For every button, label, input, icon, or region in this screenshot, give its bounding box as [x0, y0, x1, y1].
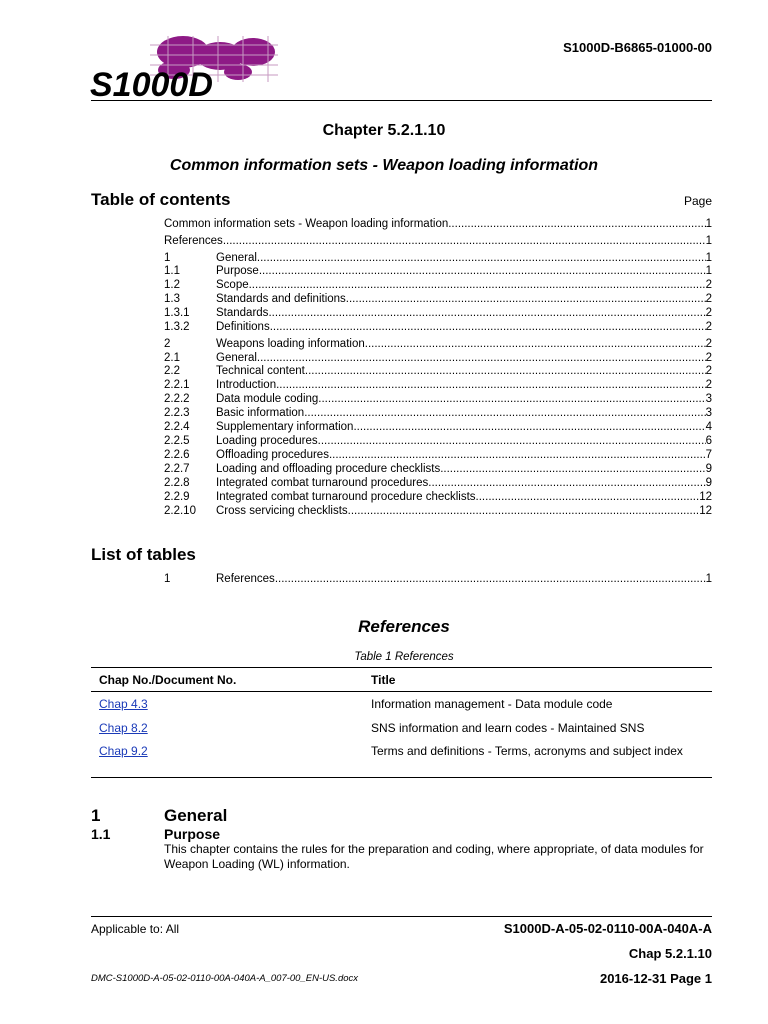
section-number: 1	[91, 806, 101, 825]
lot-entry[interactable]	[164, 572, 712, 586]
toc-leader	[257, 351, 706, 365]
toc-entry[interactable]	[164, 504, 712, 518]
toc-entry-number: 2.2.5	[164, 435, 190, 447]
toc-entry[interactable]	[164, 351, 712, 365]
toc-leader	[249, 278, 706, 292]
toc-entry-number: 2.2.4	[164, 421, 190, 433]
lot-entry-page: 1	[705, 573, 712, 585]
toc-entry-title: Purpose	[216, 265, 259, 277]
toc-entry-page: 1	[705, 218, 712, 230]
footer-rule	[91, 916, 712, 917]
toc-entry-page: 9	[705, 463, 712, 475]
toc-entry-number: 2.2.10	[164, 505, 196, 517]
toc-entry[interactable]	[164, 490, 712, 504]
toc-leader	[268, 306, 705, 320]
toc-leader	[276, 378, 705, 392]
section-title: General	[164, 806, 228, 825]
toc-leader	[318, 392, 705, 406]
table-bottom-rule	[91, 777, 712, 778]
table-header-chap: Chap No./Document No.	[99, 673, 237, 687]
footer-dmc: S1000D-A-05-02-0110-00A-040A-A	[503, 921, 712, 936]
footer-filename: DMC-S1000D-A-05-02-0110-00A-040A-A_007-00_EN-US.docx	[91, 973, 359, 984]
applicability: Applicable to: All	[91, 922, 180, 936]
toc-entry-page: 3	[705, 407, 712, 419]
toc-entry[interactable]	[164, 264, 712, 278]
document-code: S1000D-B6865-01000-00	[563, 40, 712, 55]
toc-leader	[365, 337, 706, 351]
lot-entry-number: 1	[164, 573, 171, 585]
toc-leader	[353, 420, 705, 434]
toc-entry-page: 2	[705, 379, 712, 391]
toc-entry-page: 2	[705, 352, 712, 364]
toc-entry[interactable]	[164, 364, 712, 378]
svg-text:S1000D: S1000D	[90, 66, 213, 104]
toc-entry-number: 2	[164, 338, 171, 350]
toc-entry-page: 9	[705, 477, 712, 489]
toc-entry-title: Basic information	[216, 407, 305, 419]
toc-leader	[329, 448, 706, 462]
toc-entry-title: Loading procedures	[216, 435, 318, 447]
toc-entry-number: 2.2.7	[164, 463, 190, 475]
ref-title: Terms and definitions - Terms, acronyms and subject index	[371, 744, 683, 758]
toc-entry-number: 2.2.9	[164, 491, 190, 503]
toc-leader	[476, 490, 700, 504]
toc-entry-number: 1	[164, 252, 171, 264]
references-heading: References	[358, 617, 450, 636]
toc-leader	[318, 434, 706, 448]
toc-entry[interactable]	[164, 476, 712, 490]
toc-entry-page: 1	[705, 235, 712, 247]
ref-title: Information management - Data module code	[371, 697, 613, 711]
toc-entry-title: Technical content	[216, 365, 305, 377]
table-header-title: Title	[371, 673, 396, 687]
lot-entry-title: References	[216, 573, 275, 585]
toc-entry-page: 12	[699, 505, 712, 517]
toc-entry[interactable]	[164, 234, 712, 248]
toc-entry-page: 1	[705, 252, 712, 264]
toc-entry-number: 2.2.1	[164, 379, 190, 391]
ref-title: SNS information and learn codes - Maintained SNS	[371, 721, 645, 735]
toc-entry-title: Offloading procedures	[216, 449, 329, 461]
toc-leader	[348, 504, 700, 518]
toc-entry-title: Supplementary information	[216, 421, 354, 433]
subsection-number: 1.1	[91, 826, 111, 842]
toc-entry-page: 2	[705, 321, 712, 333]
toc-leader	[448, 217, 705, 231]
toc-entry-page: 2	[705, 338, 712, 350]
toc-entry[interactable]	[164, 392, 712, 406]
toc-entry[interactable]	[164, 251, 712, 265]
toc-entry-title: Weapons loading information	[216, 338, 365, 350]
toc-entry-title: Data module coding	[216, 393, 319, 405]
toc-entry-page: 4	[705, 421, 712, 433]
toc-heading: Table of contents	[91, 190, 231, 209]
toc-entry-number: 2.2	[164, 365, 180, 377]
toc-entry-number: 1.1	[164, 265, 180, 277]
purpose-paragraph: This chapter contains the rules for the preparation and coding, where appropriate, of data modules for Weapon Loading (WL) information.	[164, 842, 704, 871]
toc-entry-number: 2.2.8	[164, 477, 190, 489]
toc-entry-title: Standards and definitions	[216, 293, 346, 305]
toc-entry-number: 1.2	[164, 279, 180, 291]
toc-entry[interactable]	[164, 406, 712, 420]
toc-entry[interactable]	[164, 434, 712, 448]
toc-leader	[440, 462, 705, 476]
toc-entry-page: 2	[705, 307, 712, 319]
ref-link-chap-4-3[interactable]: Chap 4.3	[99, 697, 148, 711]
toc-entry-number: 2.1	[164, 352, 180, 364]
subsection-title: Purpose	[164, 826, 221, 842]
toc-entry-title: Standards	[216, 307, 269, 319]
toc-entry-number: 2.2.6	[164, 449, 190, 461]
toc-entry[interactable]	[164, 320, 712, 334]
toc-entry-title: References	[164, 235, 223, 247]
toc-entry[interactable]	[164, 337, 712, 351]
toc-entry-number: 2.2.2	[164, 393, 190, 405]
toc-entry-title: General	[216, 352, 257, 364]
toc-entry[interactable]	[164, 278, 712, 292]
table-top-rule	[91, 667, 712, 668]
toc-entry-title: Common information sets - Weapon loading information	[164, 218, 449, 230]
header-rule	[91, 100, 712, 101]
toc-entry[interactable]	[164, 378, 712, 392]
toc-entry-page: 1	[705, 265, 712, 277]
toc-leader	[223, 234, 706, 248]
toc-entry-title: Integrated combat turnaround procedures	[216, 477, 429, 489]
toc-entry-title: General	[216, 252, 257, 264]
toc-leader	[428, 476, 705, 490]
toc-entry-page: 3	[705, 393, 712, 405]
toc-entry-page: 6	[705, 435, 712, 447]
toc-entry[interactable]	[164, 448, 712, 462]
toc-entry-page: 12	[699, 491, 712, 503]
ref-link-chap-9-2[interactable]: Chap 9.2	[99, 744, 148, 758]
toc-leader	[304, 406, 705, 420]
toc-leader	[270, 320, 706, 334]
toc-leader	[257, 251, 706, 265]
chapter-subtitle: Common information sets - Weapon loading information	[169, 157, 599, 174]
s1000d-logo	[88, 30, 288, 105]
footer-chapter: Chap 5.2.1.10	[628, 946, 712, 961]
toc-entry-title: Scope	[216, 279, 249, 291]
toc-entry-number: 1.3	[164, 293, 180, 305]
toc-entry-title: Integrated combat turnaround procedure checklists	[216, 491, 476, 503]
ref-link-chap-8-2[interactable]: Chap 8.2	[99, 721, 148, 735]
table-caption: Table 1 References	[354, 651, 454, 663]
list-of-tables-heading: List of tables	[91, 545, 196, 564]
toc-entry-page: 7	[705, 449, 712, 461]
toc-entry-page: 2	[705, 279, 712, 291]
toc-page-label: Page	[683, 194, 712, 208]
toc-entry-title: Introduction	[216, 379, 277, 391]
toc-entry-title: Definitions	[216, 321, 270, 333]
toc-entry[interactable]	[164, 292, 712, 306]
toc-entry[interactable]	[164, 217, 712, 231]
toc-entry-number: 1.3.2	[164, 321, 190, 333]
toc-entry[interactable]	[164, 420, 712, 434]
table-header-rule	[91, 691, 712, 692]
toc-entry[interactable]	[164, 462, 712, 476]
toc-entry-number: 1.3.1	[164, 307, 190, 319]
toc-leader	[259, 264, 706, 278]
toc-leader	[305, 364, 706, 378]
chapter-title: Chapter 5.2.1.10	[322, 122, 446, 139]
toc-entry-title: Loading and offloading procedure checklists	[216, 463, 441, 475]
toc-leader	[346, 292, 706, 306]
lot-leader	[275, 572, 706, 586]
footer-date-page: 2016-12-31 Page 1	[599, 971, 712, 986]
toc-entry-title: Cross servicing checklists	[216, 505, 348, 517]
toc-entry-page: 2	[705, 293, 712, 305]
toc-entry[interactable]	[164, 306, 712, 320]
toc-entry-page: 2	[705, 365, 712, 377]
toc-entry-number: 2.2.3	[164, 407, 190, 419]
